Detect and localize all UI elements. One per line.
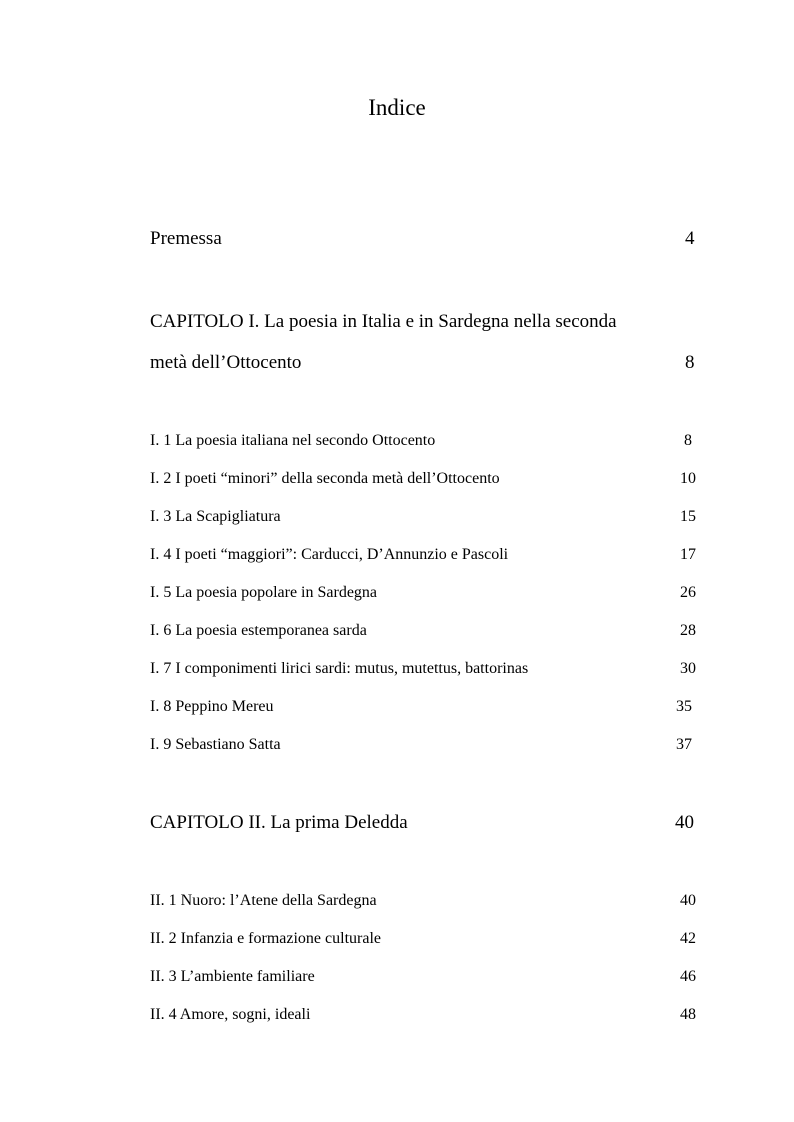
toc-section: II. 4 Amore, sogni, ideali xyxy=(150,1006,311,1023)
toc-section: I. 5 La poesia popolare in Sardegna xyxy=(150,584,378,601)
toc-page-premessa: 4 xyxy=(685,228,695,249)
toc-section: I. 8 Peppino Mereu xyxy=(150,698,274,715)
toc-section: I. 6 La poesia estemporanea sarda xyxy=(150,622,367,639)
toc-entry-premessa: Premessa xyxy=(150,228,222,249)
toc-section: I. 7 I componimenti lirici sardi: mutus, mutettus, battorinas xyxy=(150,660,529,677)
toc-section: II. 1 Nuoro: l’Atene della Sardegna xyxy=(150,892,377,909)
toc-section: I. 2 I poeti “minori” della seconda metà dell’Ottocento xyxy=(150,470,500,487)
toc-section-page: 17 xyxy=(680,546,696,563)
toc-section-page: 28 xyxy=(680,622,696,639)
toc-section-page: 15 xyxy=(680,508,696,525)
chapter-1-title-line-1: CAPITOLO I. La poesia in Italia e in Sardegna nella seconda xyxy=(150,311,617,332)
chapter-1-page: 8 xyxy=(685,352,695,373)
toc-section: II. 2 Infanzia e formazione culturale xyxy=(150,930,381,947)
toc-section: I. 9 Sebastiano Satta xyxy=(150,736,281,753)
toc-section-page: 37 xyxy=(676,736,692,753)
toc-section-page: 48 xyxy=(680,1006,696,1023)
toc-section: I. 3 La Scapigliatura xyxy=(150,508,281,525)
toc-section-page: 46 xyxy=(680,968,696,985)
chapter-2-page: 40 xyxy=(675,812,694,833)
toc-section-page: 35 xyxy=(676,698,692,715)
toc-section-page: 42 xyxy=(680,930,696,947)
toc-section: II. 3 L’ambiente familiare xyxy=(150,968,315,985)
toc-section-page: 26 xyxy=(680,584,696,601)
page-title: Indice xyxy=(368,95,426,120)
toc-section-page: 8 xyxy=(684,432,692,449)
toc-section: I. 4 I poeti “maggiori”: Carducci, D’Annunzio e Pascoli xyxy=(150,546,509,563)
chapter-2-title: CAPITOLO II. La prima Deledda xyxy=(150,812,408,833)
toc-section-page: 40 xyxy=(680,892,696,909)
toc-section-page: 10 xyxy=(680,470,696,487)
chapter-1-title-line-2: metà dell’Ottocento xyxy=(150,352,302,373)
toc-section: I. 1 La poesia italiana nel secondo Ottocento xyxy=(150,432,436,449)
toc-section-page: 30 xyxy=(680,660,696,677)
